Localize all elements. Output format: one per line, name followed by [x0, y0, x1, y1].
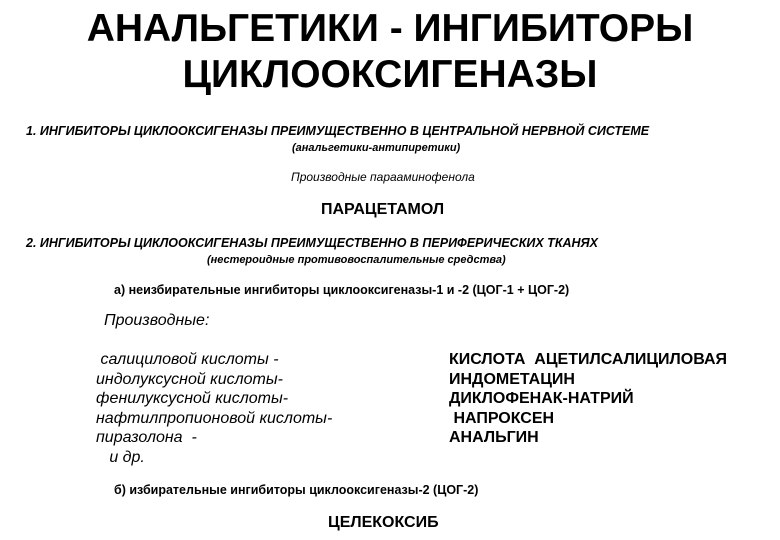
derivative-item: фенилуксусной кислоты-	[96, 390, 289, 407]
section-1-derivatives: Производные парааминофенола	[291, 170, 475, 184]
drug-celecoxib: ЦЕЛЕКОКСИБ	[328, 514, 439, 531]
drug-paracetamol: ПАРАЦЕТАМОЛ	[321, 201, 445, 218]
title-line-2: ЦИКЛООКСИГЕНАЗЫ	[182, 53, 598, 96]
title-line-1: АНАЛЬГЕТИКИ - ИНГИБИТОРЫ	[86, 7, 694, 50]
derivative-item: и др.	[96, 448, 145, 466]
drug-item: АНАЛЬГИН	[449, 429, 539, 446]
drug-item: НАПРОКСЕН	[449, 409, 555, 427]
class-b-label: б) избирательные ингибиторы циклооксигеназы-2 (ЦОГ-2)	[114, 483, 479, 497]
derivative-item: нафтилпропионовой кислоты-	[96, 409, 333, 427]
class-a-label: а) неизбирательные ингибиторы циклооксигеназы-1 и -2 (ЦОГ-1 + ЦОГ-2)	[114, 283, 570, 297]
derivative-list	[96, 350, 332, 467]
derivative-item: пиразолона -	[96, 429, 197, 446]
derivatives-label: Производные:	[104, 312, 210, 329]
drug-item: КИСЛОТА АЦЕТИЛСАЛИЦИЛОВАЯ	[449, 351, 728, 368]
section-2-heading: 2. ИНГИБИТОРЫ ЦИКЛООКСИГЕНАЗЫ ПРЕИМУЩЕСТВЕННО В ПЕРИФЕРИЧЕСКИХ ТКАНЯХ	[26, 236, 599, 250]
section-2-subheading: (нестероидные противовоспалительные средства)	[207, 254, 506, 266]
derivative-item: салициловой кислоты -	[96, 351, 279, 368]
section-1-subheading: (анальгетики-антипиретики)	[292, 142, 461, 154]
section-1-heading: 1. ИНГИБИТОРЫ ЦИКЛООКСИГЕНАЗЫ ПРЕИМУЩЕСТВЕННО В ЦЕНТРАЛЬНОЙ НЕРВНОЙ СИСТЕМЕ	[26, 124, 650, 138]
drug-item: ДИКЛОФЕНАК-НАТРИЙ	[449, 390, 634, 407]
drug-list	[449, 350, 727, 448]
derivative-item: индолуксусной кислоты-	[96, 370, 283, 388]
drug-item: ИНДОМЕТАЦИН	[449, 370, 575, 388]
